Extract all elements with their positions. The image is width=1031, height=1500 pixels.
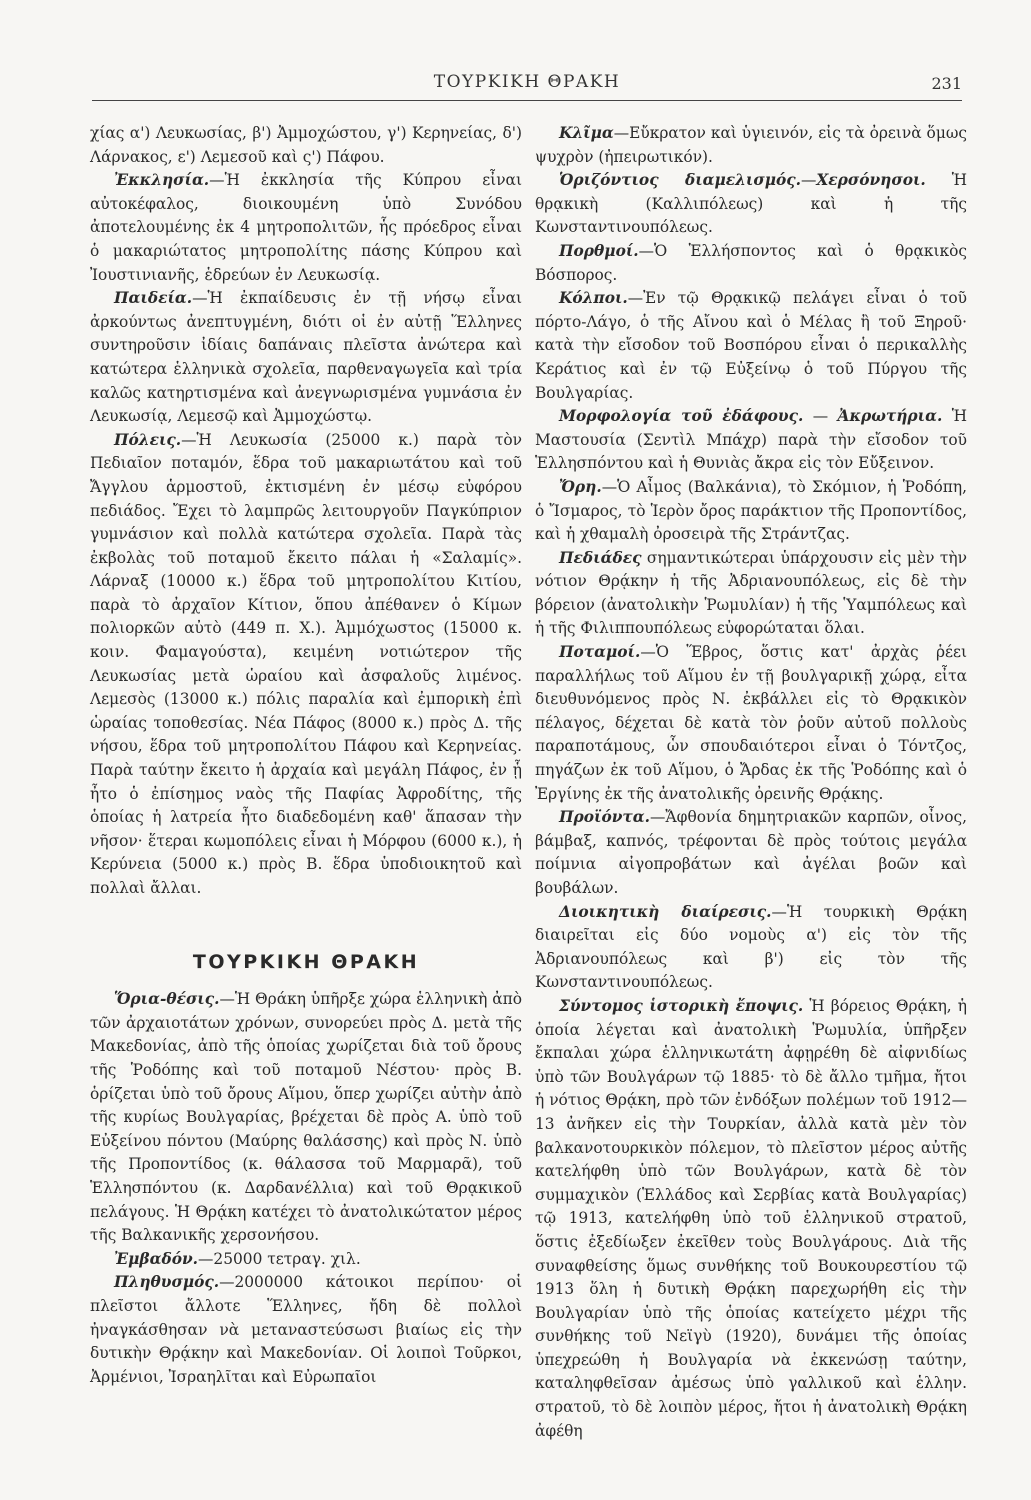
label-chersonisoi: Χερσόνησοι. (816, 171, 926, 190)
paragraph-morfologia: Μορφολογία τοῦ ἐδάφους. — Ἀκρωτήρια. Ἡ Μαστουσία (Σεντὶλ Μπάχρ) παρὰ τὴν εἴσοδον τοῦ Ἑλλησπόντου καὶ ἡ Θυνιὰς ἄκρα εἰς τὸν Εὔξεινον. (535, 407, 967, 473)
running-title: ΤΟΥΡΚΙΚΗ ΘΡΑΚΗ (433, 72, 621, 92)
paragraph-potamoi: Ποταμοί.—Ὁ Ἕβρος, ὅστις κατ' ἀρχὰς ῥέει παραλλήλως τοῦ Αἵμου ἐν τῇ βουλγαρικῇ χώρᾳ, εἶτα διευθυνόμενος πρὸς Ν. ἐκβάλλει εἰς τὸ Θρᾳκικὸν πέλαγος, δέχεται δὲ κατὰ τὸν ῥοῦν αὐτοῦ πολλοὺς παραποτάμους, ὧν σπουδαιότεροι εἶναι ὁ Τόντζος, πηγάζων ἐκ τοῦ Αἵμου, ὁ Ἄρδας ἐκ τῆς Ῥοδόπης καὶ ὁ Ἐργίνης ἐκ τῆς ἀνατολικῆς ὀρεινῆς Θρᾴκης. (535, 643, 967, 803)
label-porthmoi: Πορθμοί. (559, 241, 639, 260)
paragraph-cyprus-districts: χίας α') Λευκωσίας, β') Ἀμμοχώστου, γ') Κερηνείας, δ') Λάρνακος, ε') Λεμεσοῦ καὶ ς') Πάφου. (90, 124, 522, 166)
label-syntomos: Σύντομος ἱστορικὴ ἔποψις. (559, 996, 804, 1015)
paragraph-ekklisia: Ἐκκλησία.—Ἡ ἐκκλησία τῆς Κύπρου εἶναι αὐτοκέφαλος, διοικουμένη ὑπὸ Συνόδου ἀποτελουμένης ἐκ 4 μητροπολιτῶν, ἧς πρόεδρος εἶναι ὁ μακαριώτατος μητροπολίτης πάσης Κύπρου καὶ Ἰουστινιανῆς, ἑδρεύων ἐν Λευκωσίᾳ. (90, 171, 522, 284)
paragraph-porthmoi: Πορθμοί.—Ὁ Ἑλλήσποντος καὶ ὁ θρᾳκικὸς Βόσπορος. (535, 241, 967, 284)
label-plithysmos: Πληθυσμός. (114, 1273, 220, 1292)
label-klima: Κλῖμα (559, 124, 614, 142)
paragraph-paideia: Παιδεία.—Ἡ ἐκπαίδευσις ἐν τῇ νήσῳ εἶναι ἀρκούντως ἀνεπτυγμένη, διότι οἱ ἐν αὐτῇ Ἕλληνες συντηροῦσιν ἰδίαις δαπάναις πλεῖστα ἀνώτερα καὶ κατώτερα ἑλληνικὰ σχολεῖα, παρθεναγωγεῖα καὶ τρία καλῶς κατηρτισμένα καὶ ἀνεγνωρισμένα γυμνάσια ἐν Λευκωσίᾳ, Λεμεσῷ καὶ Ἀμμοχώστῳ. (90, 289, 522, 426)
label-potamoi: Ποταμοί. (559, 643, 641, 662)
label-proionta: Προϊόντα. (559, 808, 650, 827)
label-akrotiria: Ἀκρωτήρια. (837, 407, 943, 426)
paragraph-plithysmos: Πληθυσμός.—2000000 κάτοικοι περίπου· οἱ πλεῖστοι ἄλλοτε Ἕλληνες, ἤδη δὲ πολλοὶ ἠναγκάσθησαν νὰ μεταναστεύσωσι βιαίως εἰς τὴν δυτικὴν Θρᾴκην καὶ Μακεδονίαν. Οἱ λοιποὶ Τοῦρκοι, Ἀρμένιοι, Ἰσραηλῖται καὶ Εὐρωπαῖοι (90, 1273, 522, 1386)
right-column (535, 122, 967, 1443)
label-oria: Ὅρια-θέσις. (114, 990, 220, 1009)
paragraph-proionta: Προϊόντα.—Ἄφθονία δημητριακῶν καρπῶν, οἶνος, βάμβαξ, καπνός, τρέφονται δὲ πρὸς τούτοις μεγάλα ποίμνια αἰγοπροβάτων καὶ ἀγέλαι βοῶν καὶ βουβάλων. (535, 808, 967, 897)
page-header (92, 72, 962, 101)
paragraph-oria: Ὅρια-θέσις.—Ἡ Θράκη ὑπῆρξε χώρα ἑλληνικὴ ἀπὸ τῶν ἀρχαιοτάτων χρόνων, συνορεύει πρὸς Δ. μετὰ τῆς Μακεδονίας, ἀπὸ τῆς ὁποίας χωρίζεται διὰ τοῦ ὄρους τῆς Ῥοδόπης καὶ τοῦ ποταμοῦ Νέστου· πρὸς Β. ὁρίζεται ὑπὸ τοῦ ὄρους Αἵμου, ὅπερ χωρίζει αὐτὴν ἀπὸ τῆς κυρίως Βουλγαρίας, βρέχεται δὲ πρὸς Α. ὑπὸ τοῦ Εὐξείνου πόντου (Μαύρης θαλάσσης) καὶ πρὸς Ν. ὑπὸ τῆς Προποντίδος (κ. θάλασσα τοῦ Μαρμαρᾶ), τοῦ Ἑλλησπόντου (κ. Δαρδανέλλια) καὶ τοῦ Θρᾳκικοῦ πελάγους. Ἡ Θρᾴκη κατέχει τὸ ἀνατολικώτατον μέρος τῆς Βαλκανικῆς χερσονήσου. (90, 990, 523, 1245)
paragraph-syntomos: Σύντομος ἱστορικὴ ἔποψις. Ἡ βόρειος Θρᾴκη, ἡ ὁποία λέγεται καὶ ἀνατολικὴ Ῥωμυλία, ὑπῆρξεν ἔκπαλαι χώρα ἑλληνικωτάτη ἀφῃρέθη δὲ αἰφνιδίως ὑπὸ τῶν Βουλγάρων τῷ 1885· τὸ δὲ ἄλλο τμῆμα, ἤτοι ἡ νότιος Θρᾴκη, πρὸ τῶν ἐνδόξων πολέμων τοῦ 1912—13 ἀνῆκεν εἰς τὴν Τουρκίαν, ἀλλὰ κατὰ μὲν τὸν βαλκανοτουρκικὸν πόλεμον, τὸ πλεῖστον μέρος αὐτῆς κατελήφθη ὑπὸ τῶν Βουλγάρων, κατὰ δὲ τὸν συμμαχικὸν (Ἑλλάδος καὶ Σερβίας κατὰ Βουλγαρίας) τῷ 1913, κατελήφθη ὑπὸ τοῦ ἑλληνικοῦ στρατοῦ, ὅστις ἐξεδίωξεν ἐκεῖθεν τοὺς Βουλγάρους. Διὰ τῆς συναφθείσης ὅμως συνθήκης τοῦ Βουκουρεστίου τῷ 1913 ὅλη ἡ δυτικὴ Θρᾴκη παρεχωρήθη εἰς τὴν Βουλγαρίαν ὑπὸ τῆς ὁποίας κατείχετο μέχρι τῆς συνθήκης τοῦ Νεϊγὺ (1920), δυνάμει τῆς ὁποίας ὑπεχρεώθη ἡ Βουλγαρία νὰ ἐκκενώσῃ ταύτην, καταληφθεῖσαν ἀμέσως ὑπὸ γαλλικοῦ καὶ ἑλλην. στρατοῦ, τὸ δὲ λοιπὸν μέρος, ἤτοι ἡ ἀνατολικὴ Θρᾴκη ἀφέθη (535, 996, 967, 1440)
left-column (90, 122, 522, 1389)
paragraph-pediades: Πεδιάδες σημαντικώτεραι ὑπάρχουσιν εἰς μὲν τὴν νότιον Θρᾴκην ἡ τῆς Ἀδριανουπόλεως, εἰς δὲ τὴν βόρειον (ἀνατολικὴν Ῥωμυλίαν) ἡ τῆς Ὑαμπόλεως καὶ ἡ τῆς Φιλιππουπόλεως εὐφορώταται ὅλαι. (535, 548, 967, 638)
label-paideia: Παιδεία. (114, 289, 193, 308)
section-title: ΤΟΥΡΚΙΚΗ ΘΡΑΚΗ (192, 950, 420, 973)
paragraph-klima: Κλῖμα—Εὔκρατον καὶ ὑγιεινόν, εἰς τὰ ὀρεινὰ ὅμως ψυχρὸν (ἠπειρωτικόν). (535, 124, 967, 166)
paragraph-dioikitiki: Διοικητικὴ διαίρεσις.—Ἡ τουρκικὴ Θρᾴκη διαιρεῖται εἰς δύο νομοὺς α') εἰς τὸν τῆς Ἀδριανουπόλεως καὶ β') εἰς τὸν τῆς Κωνσταντινουπόλεως. (535, 902, 967, 992)
paragraph-poleis: Πόλεις.—Ἡ Λευκωσία (25000 κ.) παρὰ τὸν Πεδιαῖον ποταμόν, ἕδρα τοῦ μακαριωτάτου καὶ τοῦ Ἄγγλου ἁρμοστοῦ, ἐκτισμένη ἐν μέσῳ εὐφόρου πεδιάδος. Ἔχει τὸ λαμπρῶς λειτουργοῦν Παγκύπριον γυμνάσιον καὶ πολλὰ κατώτερα σχολεῖα. Παρὰ τὰς ἐκβολὰς τοῦ ποταμοῦ ἔκειτο πάλαι ἡ «Σαλαμίς». Λάρναξ (10000 κ.) ἕδρα τοῦ μητροπολίτου Κιτίου, παρὰ τὸ ἀρχαῖον Κίτιον, ὅπου ἀπέθανεν ὁ Κίμων πολιορκῶν αὐτὸ (449 π. Χ.). Ἀμμόχωστος (15000 κ. κοιν. Φαμαγούστα), κειμένη νοτιώτερον τῆς Λευκωσίας μετὰ ὡραίου καὶ ἀσφαλοῦς λιμένος. Λεμεσὸς (13000 κ.) πόλις παραλία καὶ ἐμπορικὴ ἐπὶ ὡραίας τοποθεσίας. Νέα Πάφος (8000 κ.) πρὸς Δ. τῆς νήσου, ἕδρα τοῦ μητροπολίτου Πάφου καὶ Κερηνείας. Παρὰ ταύτην ἔκειτο ἡ ἀρχαία καὶ μεγάλη Πάφος, ἐν ᾗ ἦτο ὁ ἐπίσημος ναὸς τῆς Παφίας Ἀφροδίτης, τῆς ὁποίας ἡ λατρεία ἦτο διαδεδομένη καθ' ἅπασαν τὴν νῆσον· ἕτεραι κωμοπόλεις εἶναι ἡ Μόρφου (6000 κ.), ἡ Κερύνεια (5000 κ.) πρὸς Β. ἕδρα ὑποδιοικητοῦ καὶ πολλαὶ ἄλλαι. (90, 430, 522, 897)
paragraph-kolpoi: Κόλποι.—Ἐν τῷ Θρᾳκικῷ πελάγει εἶναι ὁ τοῦ πόρτο-Λάγο, ὁ τῆς Αἴνου καὶ ὁ Μέλας ἢ τοῦ Ξηροῦ· κατὰ τὴν εἴσοδον τοῦ Βοσπόρου εἶναι ὁ περικαλλὴς Κεράτιος καὶ ἐν τῷ Εὐξείνῳ ὁ τοῦ Πύργου τῆς Βουλγαρίας. (535, 289, 967, 402)
label-kolpoi: Κόλποι. (559, 289, 628, 308)
label-pediades: Πεδιάδες (559, 548, 642, 567)
label-ekklisia: Ἐκκλησία. (114, 171, 210, 190)
paragraph-emvadon: Ἐμβαδόν.—25000 τετραγ. χιλ. (114, 1249, 361, 1268)
paragraph-orizontios: Ὁριζόντιος διαμελισμός.—Χερσόνησοι. Ἡ θρᾳκικὴ (Καλλιπόλεως) καὶ ἡ τῆς Κωνσταντινουπόλεως. (535, 171, 967, 237)
label-orizontios: Ὁριζόντιος διαμελισμός. (559, 171, 801, 190)
paragraph-ori: Ὄρη.—Ὁ Αἶμος (Βαλκάνια), τὸ Σκόμιον, ἡ Ῥοδόπη, ὁ Ἴσμαρος, τὸ Ἱερὸν ὄρος παράκτιον τῆς Προποντίδος, καὶ ἡ χθαμαλὴ ὀροσειρὰ τῆς Στράντζας. (535, 477, 967, 544)
page-number: 231 (931, 74, 962, 93)
label-dioikitiki: Διοικητικὴ διαίρεσις. (559, 902, 772, 921)
label-emvadon: Ἐμβαδόν. (114, 1249, 199, 1268)
label-ori: Ὄρη. (559, 477, 602, 496)
label-morfologia: Μορφολογία τοῦ ἐδάφους. (559, 407, 804, 426)
label-poleis: Πόλεις. (114, 430, 182, 449)
